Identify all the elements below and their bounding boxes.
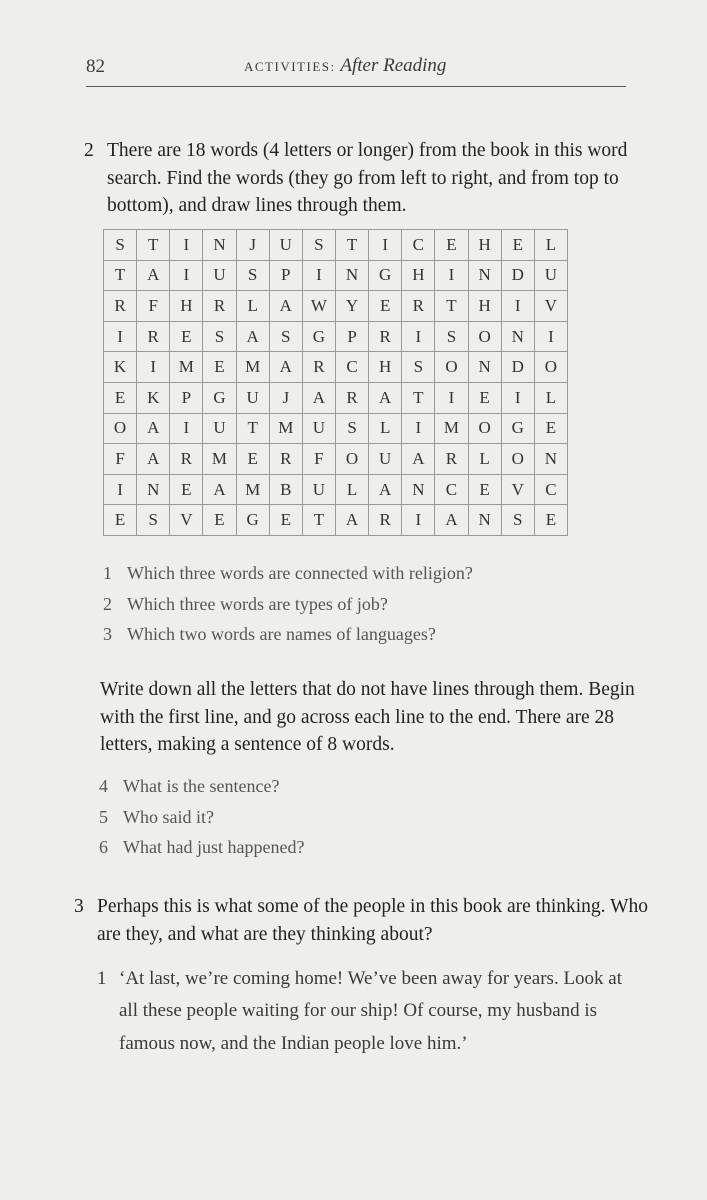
grid-cell[interactable]: N [501,321,534,352]
grid-cell[interactable]: I [104,321,137,352]
grid-cell[interactable]: L [468,444,501,475]
grid-cell[interactable]: V [501,474,534,505]
grid-cell[interactable]: K [137,382,170,413]
grid-cell[interactable]: L [369,413,402,444]
list-item-text: Which three words are connected with religion? [127,563,473,583]
grid-cell[interactable]: C [402,230,435,261]
grid-cell[interactable]: E [104,505,137,536]
grid-row [104,230,568,261]
list-item [103,558,473,589]
grid-cell[interactable]: Y [335,291,368,322]
grid-cell[interactable]: U [269,230,302,261]
grid-cell[interactable]: O [104,413,137,444]
grid-cell[interactable]: C [435,474,468,505]
list-item-number: 6 [99,837,108,857]
grid-row [104,260,568,291]
grid-cell[interactable]: T [137,230,170,261]
list-item-text: What had just happened? [123,837,305,857]
grid-cell[interactable]: M [236,352,269,383]
grid-cell[interactable]: E [104,382,137,413]
grid-cell[interactable]: E [170,474,203,505]
grid-cell[interactable]: A [369,382,402,413]
grid-cell[interactable]: C [534,474,567,505]
grid-cell[interactable]: V [170,505,203,536]
list-item [103,619,473,650]
grid-cell[interactable]: G [302,321,335,352]
grid-cell[interactable]: S [236,260,269,291]
grid-cell[interactable]: C [335,352,368,383]
grid-row [104,444,568,475]
grid-cell[interactable]: E [468,474,501,505]
grid-cell[interactable]: M [203,444,236,475]
grid-row [104,474,568,505]
running-head-title: After Reading [340,55,447,76]
grid-cell[interactable]: E [203,505,236,536]
grid-cell[interactable]: V [534,291,567,322]
grid-cell[interactable]: T [236,413,269,444]
grid-cell[interactable]: U [534,260,567,291]
grid-cell[interactable]: I [501,291,534,322]
quote-text: ‘At last, we’re coming home! We’ve been away for years. Look at all these people waiting for our ship! Of course, my husband is famous now, and the Indian people love him.’ [119,968,623,1054]
religion-job-language-questions [103,558,473,650]
grid-cell[interactable]: I [534,321,567,352]
question-3 [74,893,654,948]
grid-cell[interactable]: R [302,352,335,383]
grid-cell[interactable]: S [435,321,468,352]
grid-cell[interactable]: N [468,505,501,536]
grid-cell[interactable]: H [402,260,435,291]
question-number: 2 [84,140,94,161]
grid-cell[interactable]: S [104,230,137,261]
grid-row [104,321,568,352]
grid-cell[interactable]: E [269,505,302,536]
grid-cell[interactable]: S [203,321,236,352]
word-search-grid [103,229,568,536]
grid-cell[interactable]: A [137,413,170,444]
grid-cell[interactable]: E [435,230,468,261]
grid-cell[interactable]: S [269,321,302,352]
grid-cell[interactable]: H [468,230,501,261]
grid-cell[interactable]: H [468,291,501,322]
grid-cell[interactable]: H [170,291,203,322]
grid-cell[interactable]: R [402,291,435,322]
grid-cell[interactable]: N [534,444,567,475]
grid-cell[interactable]: R [104,291,137,322]
grid-cell[interactable]: P [269,260,302,291]
grid-cell[interactable]: E [534,505,567,536]
grid-cell[interactable]: E [236,444,269,475]
grid-cell[interactable]: R [137,321,170,352]
grid-cell[interactable]: H [369,352,402,383]
grid-cell[interactable]: P [335,321,368,352]
instruction-text: Write down all the letters that do not have lines through them. Begin with the first line, and go across each line to the end. There are 28 letters, making a sentence of 8 words. [100,679,635,755]
grid-cell[interactable]: J [269,382,302,413]
grid-cell[interactable]: S [302,230,335,261]
grid-cell[interactable]: E [468,382,501,413]
page-number: 82 [86,56,105,77]
list-item-text: Which two words are names of languages? [127,624,436,644]
grid-cell[interactable]: O [501,444,534,475]
grid-cell[interactable]: S [402,352,435,383]
grid-cell[interactable]: G [236,505,269,536]
grid-cell[interactable]: D [501,352,534,383]
grid-cell[interactable]: I [170,413,203,444]
grid-cell[interactable]: T [435,291,468,322]
grid-cell[interactable]: U [302,413,335,444]
grid-cell[interactable]: I [402,321,435,352]
grid-cell[interactable]: A [335,505,368,536]
grid-cell[interactable]: P [170,382,203,413]
grid-cell[interactable]: I [170,260,203,291]
grid-cell[interactable]: R [170,444,203,475]
sentence-questions [99,771,304,863]
running-head-section: ACTIVITIES: [244,59,336,74]
grid-cell[interactable]: A [269,352,302,383]
grid-cell[interactable]: N [468,260,501,291]
grid-cell[interactable]: A [302,382,335,413]
grid-cell[interactable]: U [203,413,236,444]
list-item-number: 1 [103,563,112,583]
grid-cell[interactable]: A [137,260,170,291]
grid-cell[interactable]: B [269,474,302,505]
grid-cell[interactable]: A [137,444,170,475]
grid-cell[interactable]: N [402,474,435,505]
list-item [99,771,304,802]
grid-cell[interactable]: F [302,444,335,475]
list-item-text: What is the sentence? [123,776,280,796]
grid-cell[interactable]: I [402,505,435,536]
grid-cell[interactable]: E [369,291,402,322]
quote-number: 1 [97,968,107,989]
list-item [99,832,304,863]
grid-cell[interactable]: T [302,505,335,536]
grid-cell[interactable]: G [369,260,402,291]
grid-cell[interactable]: L [534,382,567,413]
grid-cell[interactable]: A [435,505,468,536]
grid-cell[interactable]: U [203,260,236,291]
grid-cell[interactable]: N [335,260,368,291]
grid-cell[interactable]: N [468,352,501,383]
grid-cell[interactable]: E [203,352,236,383]
grid-row [104,413,568,444]
grid-cell[interactable]: F [104,444,137,475]
grid-cell[interactable]: U [236,382,269,413]
grid-cell[interactable]: M [236,474,269,505]
grid-cell[interactable]: U [302,474,335,505]
grid-cell[interactable]: G [501,413,534,444]
grid-cell[interactable]: R [203,291,236,322]
grid-cell[interactable]: O [435,352,468,383]
grid-cell[interactable]: S [501,505,534,536]
grid-cell[interactable]: R [435,444,468,475]
question-text: Perhaps this is what some of the people in this book are thinking. Who are they, and what are they thinking about? [97,896,648,945]
grid-cell[interactable]: R [369,321,402,352]
grid-cell[interactable]: E [170,321,203,352]
grid-cell[interactable]: A [369,474,402,505]
grid-cell[interactable]: F [137,291,170,322]
list-item-text: Which three words are types of job? [127,593,388,614]
grid-cell[interactable]: R [335,382,368,413]
grid-cell[interactable]: A [236,321,269,352]
grid-cell[interactable]: A [269,291,302,322]
grid-cell[interactable]: I [369,230,402,261]
grid-cell[interactable]: I [435,382,468,413]
grid-cell[interactable]: T [402,382,435,413]
running-head [244,55,446,77]
list-item-number: 5 [99,806,108,827]
grid-cell[interactable]: A [402,444,435,475]
grid-row [104,291,568,322]
grid-cell[interactable]: O [468,413,501,444]
grid-cell[interactable]: L [236,291,269,322]
grid-cell[interactable]: U [369,444,402,475]
grid-cell[interactable]: I [501,382,534,413]
list-item-text: Who said it? [123,806,214,827]
grid-cell[interactable]: L [534,230,567,261]
grid-cell[interactable]: S [335,413,368,444]
grid-cell[interactable]: I [137,352,170,383]
grid-cell[interactable]: E [501,230,534,261]
grid-cell[interactable]: O [468,321,501,352]
header-rule [86,86,626,87]
grid-cell[interactable]: O [335,444,368,475]
question-text: There are 18 words (4 letters or longer) from the book in this word search. Find the words (they go from left to right, and from top to bottom), and draw lines through them. [107,140,628,216]
quote-1 [97,963,637,1060]
list-item-number: 4 [99,776,108,796]
grid-cell[interactable]: T [104,260,137,291]
grid-cell[interactable]: D [501,260,534,291]
grid-cell[interactable]: W [302,291,335,322]
grid-cell[interactable]: N [203,230,236,261]
grid-cell[interactable]: E [534,413,567,444]
grid-row [104,382,568,413]
grid-cell[interactable]: I [302,260,335,291]
grid-cell[interactable]: M [170,352,203,383]
grid-cell[interactable]: A [203,474,236,505]
list-item [99,802,304,833]
grid-cell[interactable]: K [104,352,137,383]
grid-cell[interactable]: R [269,444,302,475]
grid-cell[interactable]: I [104,474,137,505]
grid-cell[interactable]: T [335,230,368,261]
grid-cell[interactable]: I [402,413,435,444]
grid-cell[interactable]: R [369,505,402,536]
list-item-number: 2 [103,593,112,614]
grid-cell[interactable]: S [137,505,170,536]
grid-cell[interactable]: I [170,230,203,261]
grid-cell[interactable]: M [435,413,468,444]
grid-cell[interactable]: O [534,352,567,383]
grid-cell[interactable]: I [435,260,468,291]
grid-row [104,505,568,536]
grid-cell[interactable]: G [203,382,236,413]
list-item [103,589,473,620]
grid-cell[interactable]: J [236,230,269,261]
grid-cell[interactable]: N [137,474,170,505]
question-2 [84,137,644,220]
grid-cell[interactable]: L [335,474,368,505]
grid-cell[interactable]: M [269,413,302,444]
list-item-number: 3 [103,624,112,644]
question-number: 3 [74,896,84,917]
grid-row [104,352,568,383]
